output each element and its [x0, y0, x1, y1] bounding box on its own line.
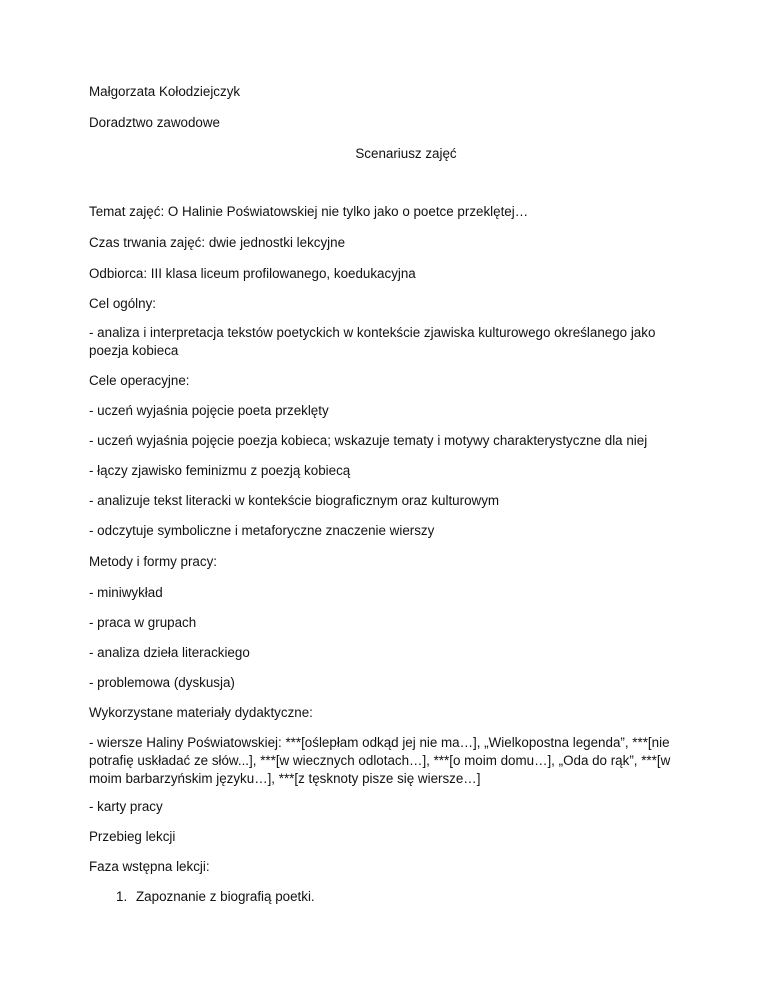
method-item: - miniwykład: [89, 585, 163, 600]
operational-goal-item: - łączy zjawisko feminizmu z poezją kobiecą: [89, 463, 351, 478]
materials-poems: - wiersze Haliny Poświatowskiej: ***[oślepłam odkąd jej nie ma…], „Wielkopostna legenda”, ***[nie potrafię uskładać ze słów...], ***[w wiecznych odlotach…], ***[o moim domu…], „Oda do rąk”, ***[w moim barbarzyńskim języku…], ***[z tęsknoty pisze się wiersze…]: [89, 735, 671, 786]
materials-heading: Wykorzystane materiały dydaktyczne:: [89, 705, 313, 720]
operational-goal-item: - odczytuje symboliczne i metaforyczne znaczenie wierszy: [89, 523, 435, 538]
author-name: Małgorzata Kołodziejczyk: [89, 84, 241, 99]
document-title: Scenariusz zajęć: [355, 146, 457, 161]
general-goal-text: - analiza i interpretacja tekstów poetyckich w kontekście zjawiska kulturowego określanego jako poezja kobieca: [89, 325, 656, 358]
lesson-heading: Przebieg lekcji: [89, 829, 176, 844]
methods-heading: Metody i formy pracy:: [89, 554, 217, 569]
materials-cards: - karty pracy: [89, 799, 163, 814]
operational-goals-heading: Cele operacyjne:: [89, 373, 190, 388]
subject-line: Doradztwo zawodowe: [89, 115, 220, 130]
intro-step-text: Zapoznanie z biografią poetki.: [136, 889, 315, 904]
topic-line: Temat zajęć: O Halinie Poświatowskiej nie tylko jako o poetce przeklętej…: [89, 204, 529, 219]
operational-goal-item: - uczeń wyjaśnia pojęcie poeta przeklęty: [89, 403, 329, 418]
duration-line: Czas trwania zajęć: dwie jednostki lekcyjne: [89, 235, 346, 250]
general-goal-heading: Cel ogólny:: [89, 296, 156, 311]
method-item: - praca w grupach: [89, 615, 197, 630]
method-item: - problemowa (dyskusja): [89, 675, 235, 690]
audience-line: Odbiorca: III klasa liceum profilowanego, koedukacyjna: [89, 266, 416, 281]
intro-step-number: 1.: [116, 889, 128, 904]
intro-phase-heading: Faza wstępna lekcji:: [89, 859, 210, 874]
operational-goal-item: - uczeń wyjaśnia pojęcie poezja kobieca; wskazuje tematy i motywy charakterystyczne dla niej: [89, 433, 648, 448]
operational-goal-item: - analizuje tekst literacki w kontekście biograficznym oraz kulturowym: [89, 493, 500, 508]
method-item: - analiza dzieła literackiego: [89, 645, 250, 660]
